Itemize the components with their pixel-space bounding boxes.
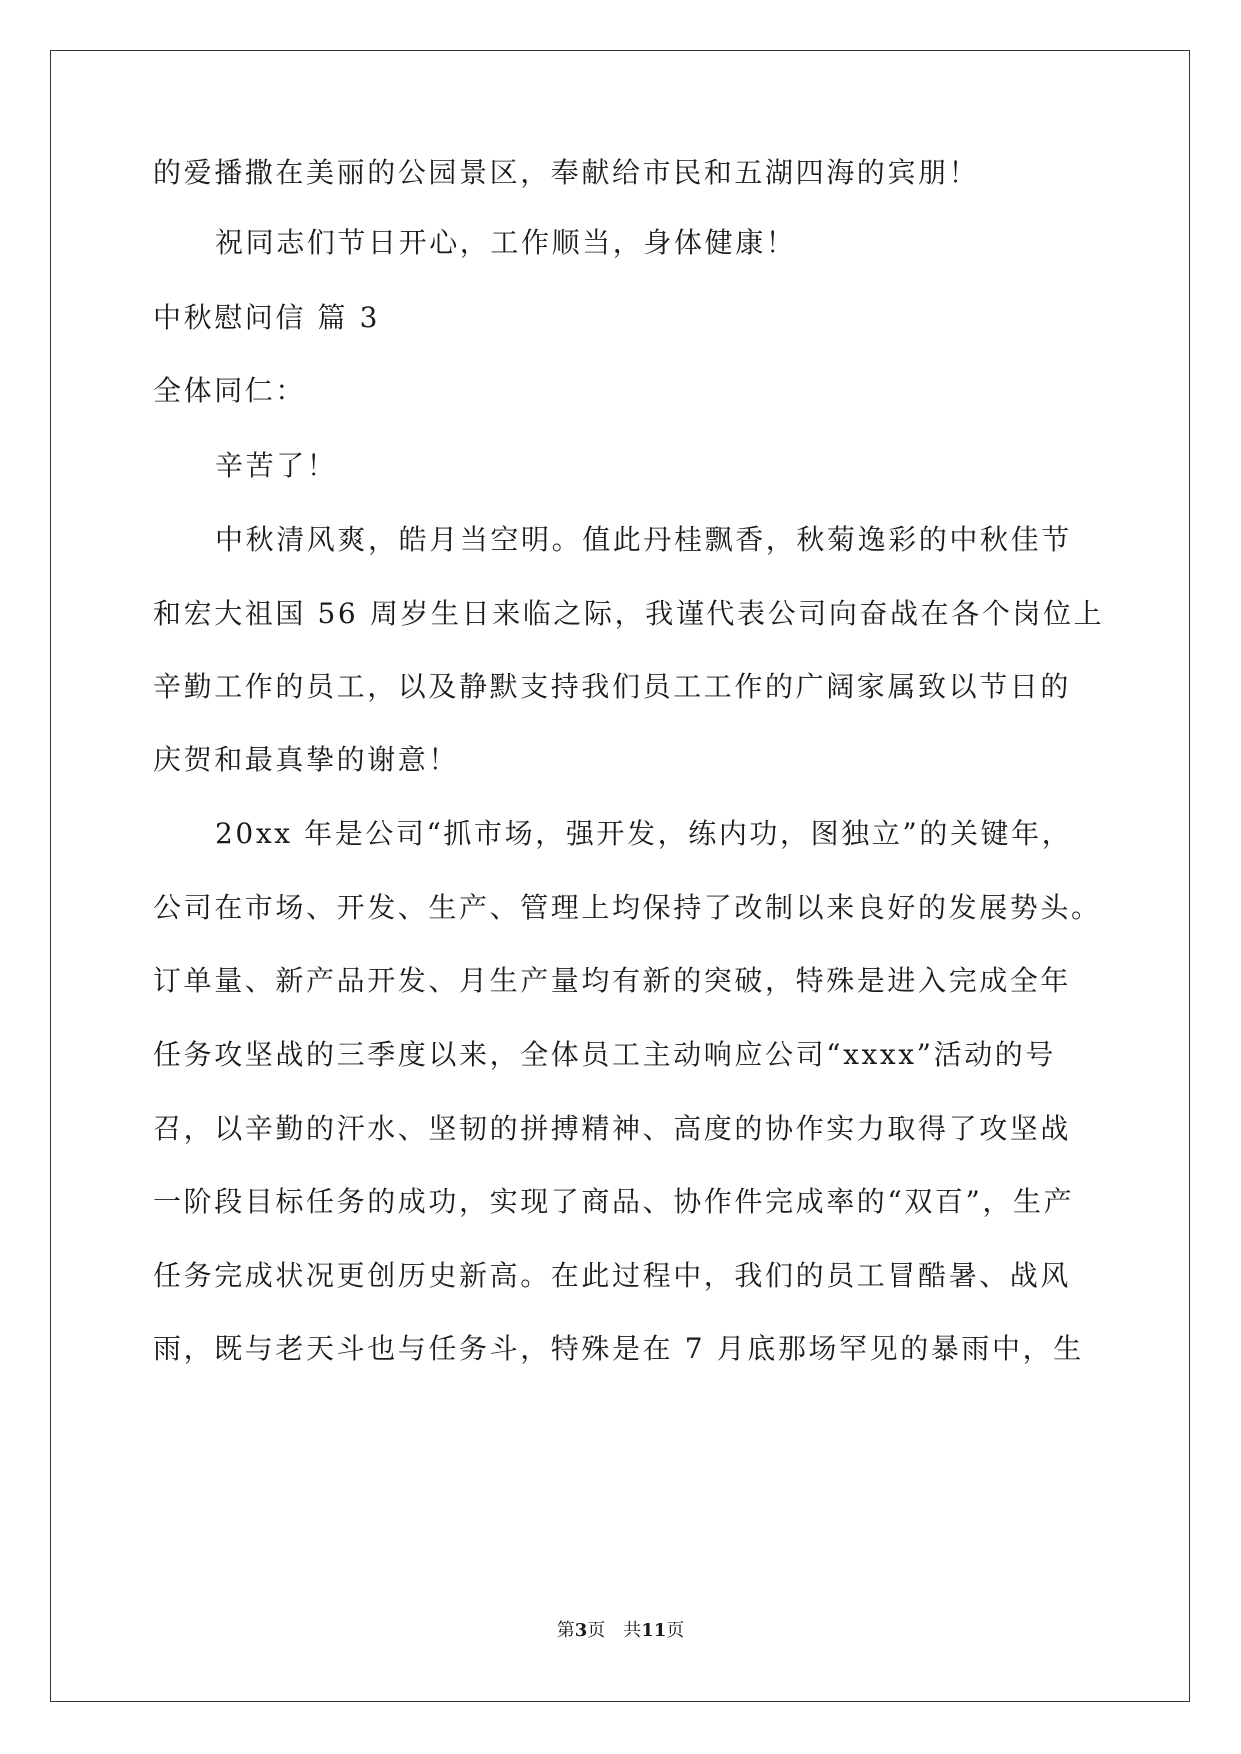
- section-heading: 中秋慰问信 篇 3: [153, 301, 381, 334]
- body-line-6: 中秋清风爽，皓月当空明。值此丹桂飘香，秋菊逸彩的中秋佳节: [215, 523, 1072, 556]
- body-line-9: 庆贺和最真挚的谢意！: [153, 743, 460, 776]
- body-line-11: 公司在市场、开发、生产、管理上均保持了改制以来良好的发展势头。: [153, 891, 1102, 924]
- footer-suffix: 页: [666, 1620, 685, 1641]
- footer-current-page: 3: [574, 1620, 588, 1641]
- body-line-14: 召，以辛勤的汗水、坚韧的拼搏精神、高度的协作实力取得了攻坚战: [153, 1112, 1072, 1145]
- body-line-10: 20xx 年是公司“抓市场，强开发，练内功，图独立”的关键年，: [215, 817, 1073, 850]
- footer-total-pages: 11: [641, 1620, 667, 1641]
- salutation: 全体同仁：: [153, 374, 307, 407]
- body-line-16: 任务完成状况更创历史新高。在此过程中，我们的员工冒酷暑、战风: [153, 1259, 1072, 1292]
- body-line-8: 辛勤工作的员工，以及静默支持我们员工工作的广阔家属致以节日的: [153, 670, 1072, 703]
- body-line-15: 一阶段目标任务的成功，实现了商品、协作件完成率的“双百”，生产: [153, 1185, 1075, 1218]
- body-line-5: 辛苦了！: [215, 449, 338, 482]
- page-border: [50, 50, 1190, 1702]
- footer-prefix: 第: [556, 1620, 575, 1641]
- body-line-12: 订单量、新产品开发、月生产量均有新的突破，特殊是进入完成全年: [153, 964, 1072, 997]
- body-line-2: 祝同志们节日开心，工作顺当，身体健康！: [215, 226, 797, 259]
- body-line-17: 雨，既与老天斗也与任务斗，特殊是在 7 月底那场罕见的暴雨中，生: [153, 1332, 1084, 1365]
- page-number-footer: [0, 1619, 1241, 1643]
- body-line-1: 的爱播撒在美丽的公园景区，奉献给市民和五湖四海的宾朋！: [153, 156, 980, 189]
- body-line-7: 和宏大祖国 56 周岁生日来临之际，我谨代表公司向奋战在各个岗位上: [153, 597, 1105, 630]
- footer-mid: 页 共: [587, 1620, 642, 1641]
- body-line-13: 任务攻坚战的三季度以来，全体员工主动响应公司“xxxx”活动的号: [153, 1038, 1056, 1071]
